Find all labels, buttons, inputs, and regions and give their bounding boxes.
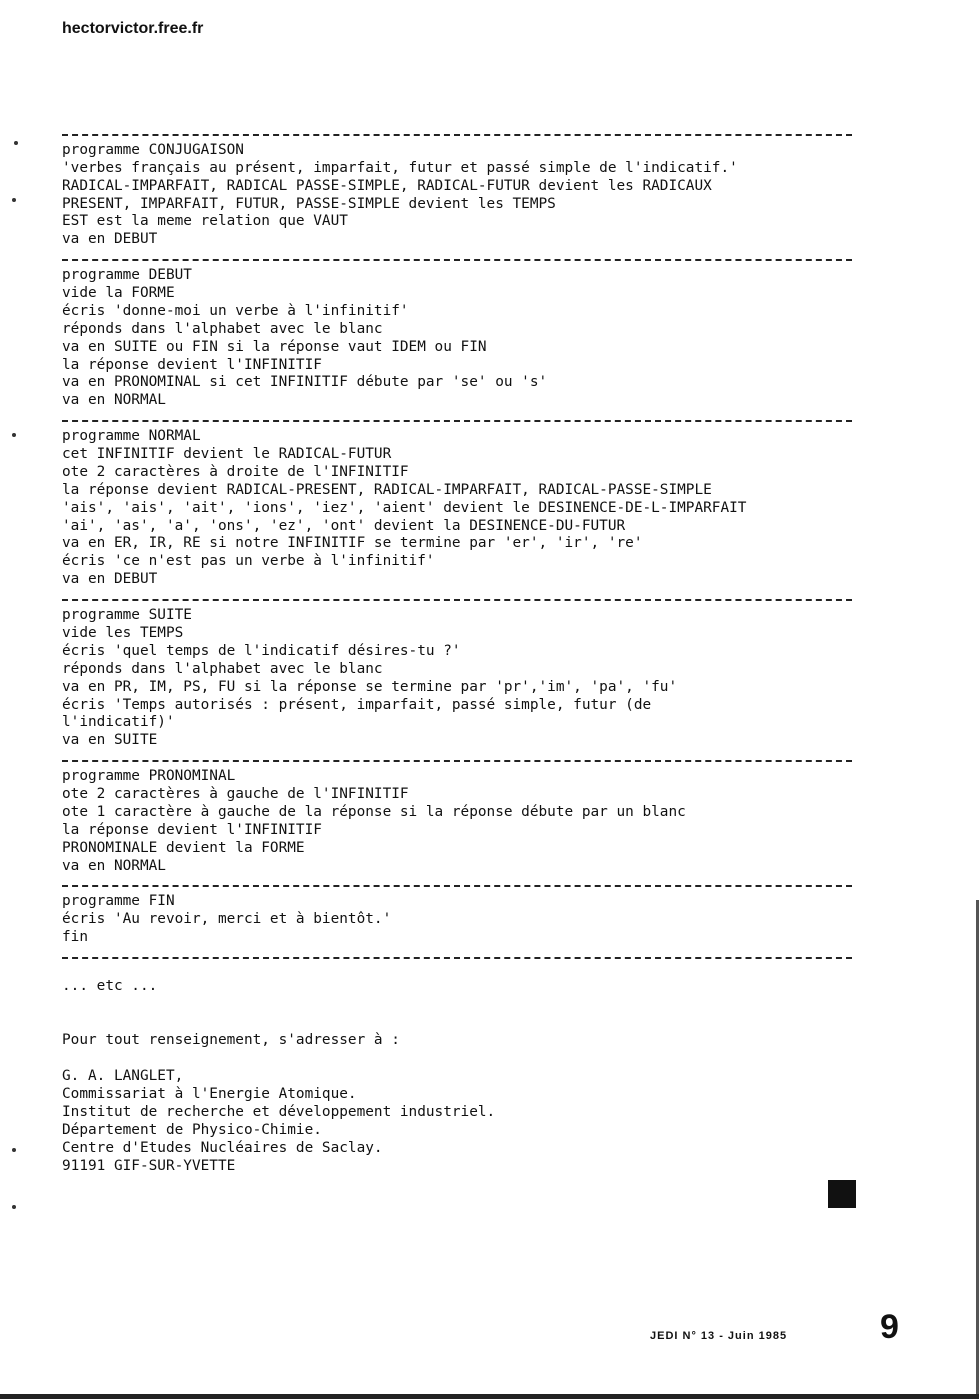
scan-dot xyxy=(12,433,16,437)
code-line: cet INFINITIF devient le RADICAL-FUTUR xyxy=(62,446,392,463)
scan-dot xyxy=(12,198,16,202)
dashed-separator xyxy=(62,249,902,267)
code-line: ote 2 caractères à droite de l'INFINITIF xyxy=(62,463,409,480)
address-line: G. A. LANGLET, xyxy=(62,1068,184,1084)
address-line: 91191 GIF-SUR-YVETTE xyxy=(62,1157,236,1174)
code-line: réponds dans l'alphabet avec le blanc xyxy=(62,660,383,677)
code-line: PRONOMINALE devient la FORME xyxy=(62,839,305,856)
code-line: écris 'donne-moi un verbe à l'infinitif' xyxy=(62,302,409,319)
etc-text: ... etc ... xyxy=(62,978,158,994)
code-line: va en SUITE xyxy=(62,732,158,749)
scan-dot xyxy=(12,1205,16,1209)
code-line: va en NORMAL xyxy=(62,392,166,409)
code-line: programme SUITE xyxy=(62,607,192,624)
code-line: va en DEBUT xyxy=(62,231,158,248)
code-line: la réponse devient RADICAL-PRESENT, RADICAL-IMPARFAIT, RADICAL-PASSE-SIMPLE xyxy=(62,481,712,498)
journal-footer: JEDI N° 13 - Juin 1985 xyxy=(650,1330,788,1342)
code-line: programme DEBUT xyxy=(62,267,192,284)
scan-bottom-edge xyxy=(0,1394,979,1399)
code-line: la réponse devient l'INFINITIF xyxy=(62,356,322,373)
program-listing xyxy=(62,124,902,965)
code-line: écris 'Au revoir, merci et à bientôt.' xyxy=(62,911,392,928)
scan-dot xyxy=(14,141,18,145)
code-line: écris 'quel temps de l'indicatif désires-tu ?' xyxy=(62,642,461,659)
code-line: va en PR, IM, PS, FU si la réponse se termine par 'pr','im', 'pa', 'fu' xyxy=(62,678,678,695)
dashed-separator xyxy=(62,947,902,965)
code-line: programme NORMAL xyxy=(62,428,201,445)
code-line: l'indicatif)' xyxy=(62,714,175,731)
black-square-mark xyxy=(828,1180,856,1208)
code-line: RADICAL-IMPARFAIT, RADICAL PASSE-SIMPLE, RADICAL-FUTUR devient les RADICAUX xyxy=(62,177,712,194)
code-line: 'verbes français au présent, imparfait, futur et passé simple de l'indicatif.' xyxy=(62,159,738,176)
dashed-separator xyxy=(62,124,902,142)
code-line: programme FIN xyxy=(62,893,175,910)
page-number: 9 xyxy=(880,1308,899,1346)
contact-intro: Pour tout renseignement, s'adresser à : xyxy=(62,1032,400,1048)
code-line: écris 'ce n'est pas un verbe à l'infinitif' xyxy=(62,553,435,570)
code-line: 'ais', 'ais', 'ait', 'ions', 'iez', 'aient' devient le DESINENCE-DE-L-IMPARFAIT xyxy=(62,499,747,516)
code-line: la réponse devient l'INFINITIF xyxy=(62,821,322,838)
code-line: ote 2 caractères à gauche de l'INFINITIF xyxy=(62,785,409,802)
site-url: hectorvictor.free.fr xyxy=(62,20,204,37)
contact-address xyxy=(62,1068,495,1175)
code-line: programme PRONOMINAL xyxy=(62,768,236,785)
dashed-separator xyxy=(62,750,902,768)
code-line: va en SUITE ou FIN si la réponse vaut IDEM ou FIN xyxy=(62,338,487,355)
address-line: Commissariat à l'Energie Atomique. xyxy=(62,1085,357,1102)
scan-dot xyxy=(12,1148,16,1152)
code-line: PRESENT, IMPARFAIT, FUTUR, PASSE-SIMPLE devient les TEMPS xyxy=(62,195,556,212)
code-line: va en ER, IR, RE si notre INFINITIF se termine par 'er', 'ir', 're' xyxy=(62,535,643,552)
code-line: réponds dans l'alphabet avec le blanc xyxy=(62,320,383,337)
code-line: 'ai', 'as', 'a', 'ons', 'ez', 'ont' devient la DESINENCE-DU-FUTUR xyxy=(62,517,626,534)
code-line: va en NORMAL xyxy=(62,857,166,874)
dashed-separator xyxy=(62,589,902,607)
code-line: ote 1 caractère à gauche de la réponse si la réponse débute par un blanc xyxy=(62,803,686,820)
code-line: EST est la meme relation que VAUT xyxy=(62,213,348,230)
code-line: vide la FORME xyxy=(62,285,175,302)
code-line: fin xyxy=(62,929,88,946)
address-line: Institut de recherche et développement industriel. xyxy=(62,1103,496,1120)
code-line: va en DEBUT xyxy=(62,571,158,588)
dashed-separator xyxy=(62,875,902,893)
code-line: vide les TEMPS xyxy=(62,624,184,641)
code-line: écris 'Temps autorisés : présent, imparfait, passé simple, futur (de xyxy=(62,696,652,713)
dashed-separator xyxy=(62,410,902,428)
code-line: programme CONJUGAISON xyxy=(62,141,244,158)
address-line: Centre d'Etudes Nucléaires de Saclay. xyxy=(62,1139,383,1156)
address-line: Département de Physico-Chimie. xyxy=(62,1121,322,1138)
code-line: va en PRONOMINAL si cet INFINITIF débute par 'se' ou 's' xyxy=(62,374,548,391)
